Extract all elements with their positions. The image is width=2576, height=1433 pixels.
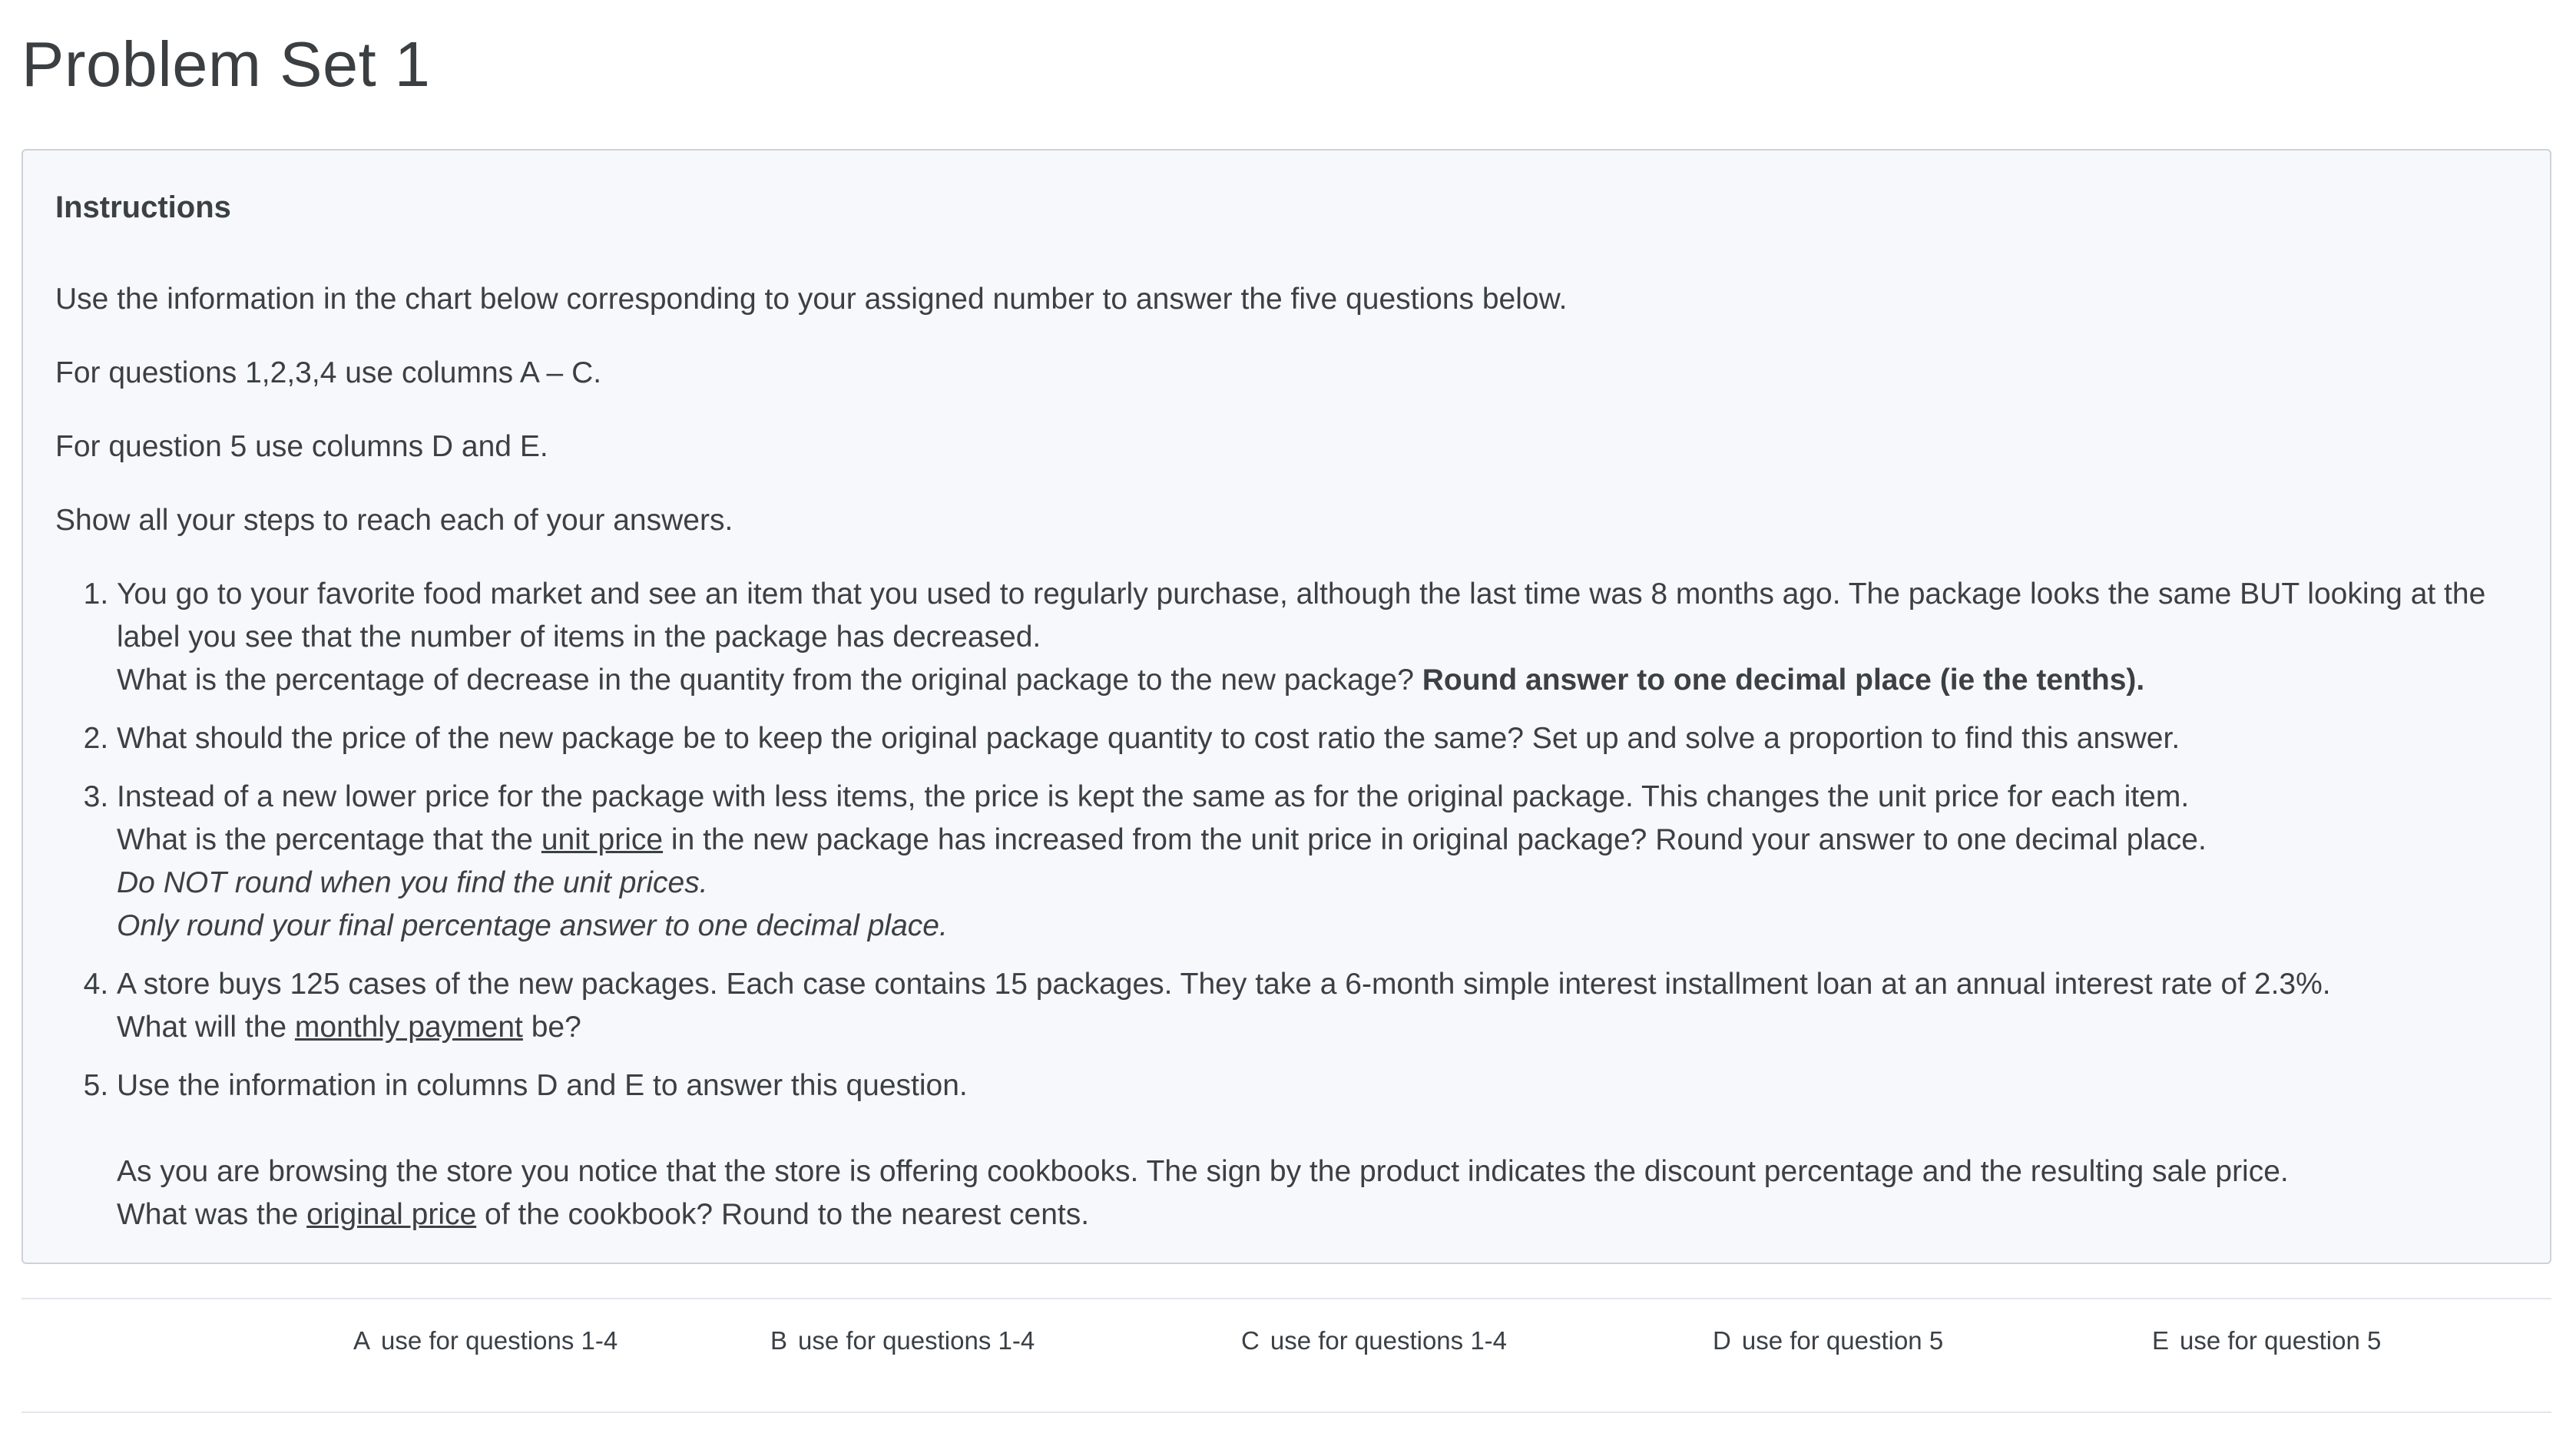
page-title: Problem Set 1 [22,28,431,100]
question-4-prompt-pre: What will the [117,1011,295,1044]
instructions-heading: Instructions [55,190,231,224]
question-3 [117,776,2518,948]
table-top-divider [22,1298,2551,1299]
question-3-prompt-post: in the new package has increased from the unit price in original package? Round your answer to one decimal place. [663,823,2207,856]
question-1-text: 1. You go to your favorite food market and see an item that you used to regularly purchase, although the last time was 8 months ago. The package looks the same BUT looking at the label you see that the number of items in the package has decreased. [117,578,2486,654]
question-4 [117,963,2518,1049]
column-label: use for questions 1-4 [381,1326,618,1355]
question-3-note-1: Do NOT round when you find the unit prices. [117,866,708,899]
question-1-prompt-text: What is the percentage of decrease in the quantity from the original package to the new package? [117,664,1422,697]
column-letter: B [770,1326,788,1355]
question-2-text: 2. What should the price of the new package be to keep the original package quantity to cost ratio the same? Set up and solve a proportion to find this answer. [117,722,2180,755]
question-5-prompt-pre: What was the [117,1198,307,1231]
question-5-spacer [117,1107,2518,1150]
question-3-text: 3. Instead of a new lower price for the package with less items, the price is kept the same as for the original package. This changes the unit price for each item. [117,780,2190,813]
column-letter: A [353,1326,371,1355]
column-label: use for questions 1-4 [798,1326,1035,1355]
question-4-monthly-payment: monthly payment [294,1011,523,1044]
column-letter: C [1241,1326,1260,1355]
column-header-d [1713,1322,1943,1359]
question-5-text: 5. Use the information in columns D and E to answer this question. [117,1069,968,1102]
column-label: use for question 5 [1741,1326,1944,1355]
question-5-prompt-post: of the cookbook? Round to the nearest cents. [476,1198,1090,1231]
question-3-prompt [117,819,2518,862]
question-4-text: 4. A store buys 125 cases of the new packages. Each case contains 15 packages. They take a 6-month simple interest installment loan at an annual interest rate of 2.3%. [117,968,2331,1001]
column-letter: D [1713,1326,1731,1355]
column-label: use for questions 1-4 [1270,1326,1508,1355]
question-3-prompt-pre: What is the percentage that the [117,823,541,856]
question-1-prompt [117,659,2518,702]
instructions-panel [22,149,2551,1264]
question-3-unit-price: unit price [541,823,664,856]
column-label: use for question 5 [2180,1326,2382,1355]
column-letter: E [2152,1326,2170,1355]
question-1-rounding-note: Round answer to one decimal place (ie the tenths). [1422,664,2145,697]
column-header-c [1241,1322,1507,1359]
instructions-paragraph: For question 5 use columns D and E. [55,430,548,463]
question-2 [117,717,2518,760]
question-list [55,573,2518,1236]
question-5 [117,1064,2518,1236]
question-5-original-price: original price [306,1198,477,1231]
column-header-a [353,1322,618,1359]
instructions-paragraph: Show all your steps to reach each of your answers. [55,504,733,537]
question-4-prompt-post: be? [522,1011,581,1044]
instructions-paragraph: Use the information in the chart below corresponding to your assigned number to answer the five questions below. [55,283,1568,316]
question-4-prompt [117,1006,2518,1049]
column-header-e [2152,1322,2381,1359]
table-header-divider [22,1411,2551,1413]
question-5-prompt [117,1193,2518,1236]
question-1 [117,573,2518,702]
question-5-scenario: As you are browsing the store you notice that the store is offering cookbooks. The sign by the product indicates the discount percentage and the resulting sale price. [117,1155,2289,1188]
column-header-b [770,1322,1035,1359]
question-3-note-2: Only round your final percentage answer to one decimal place. [117,909,948,942]
instructions-paragraph: For questions 1,2,3,4 use columns A – C. [55,356,602,389]
